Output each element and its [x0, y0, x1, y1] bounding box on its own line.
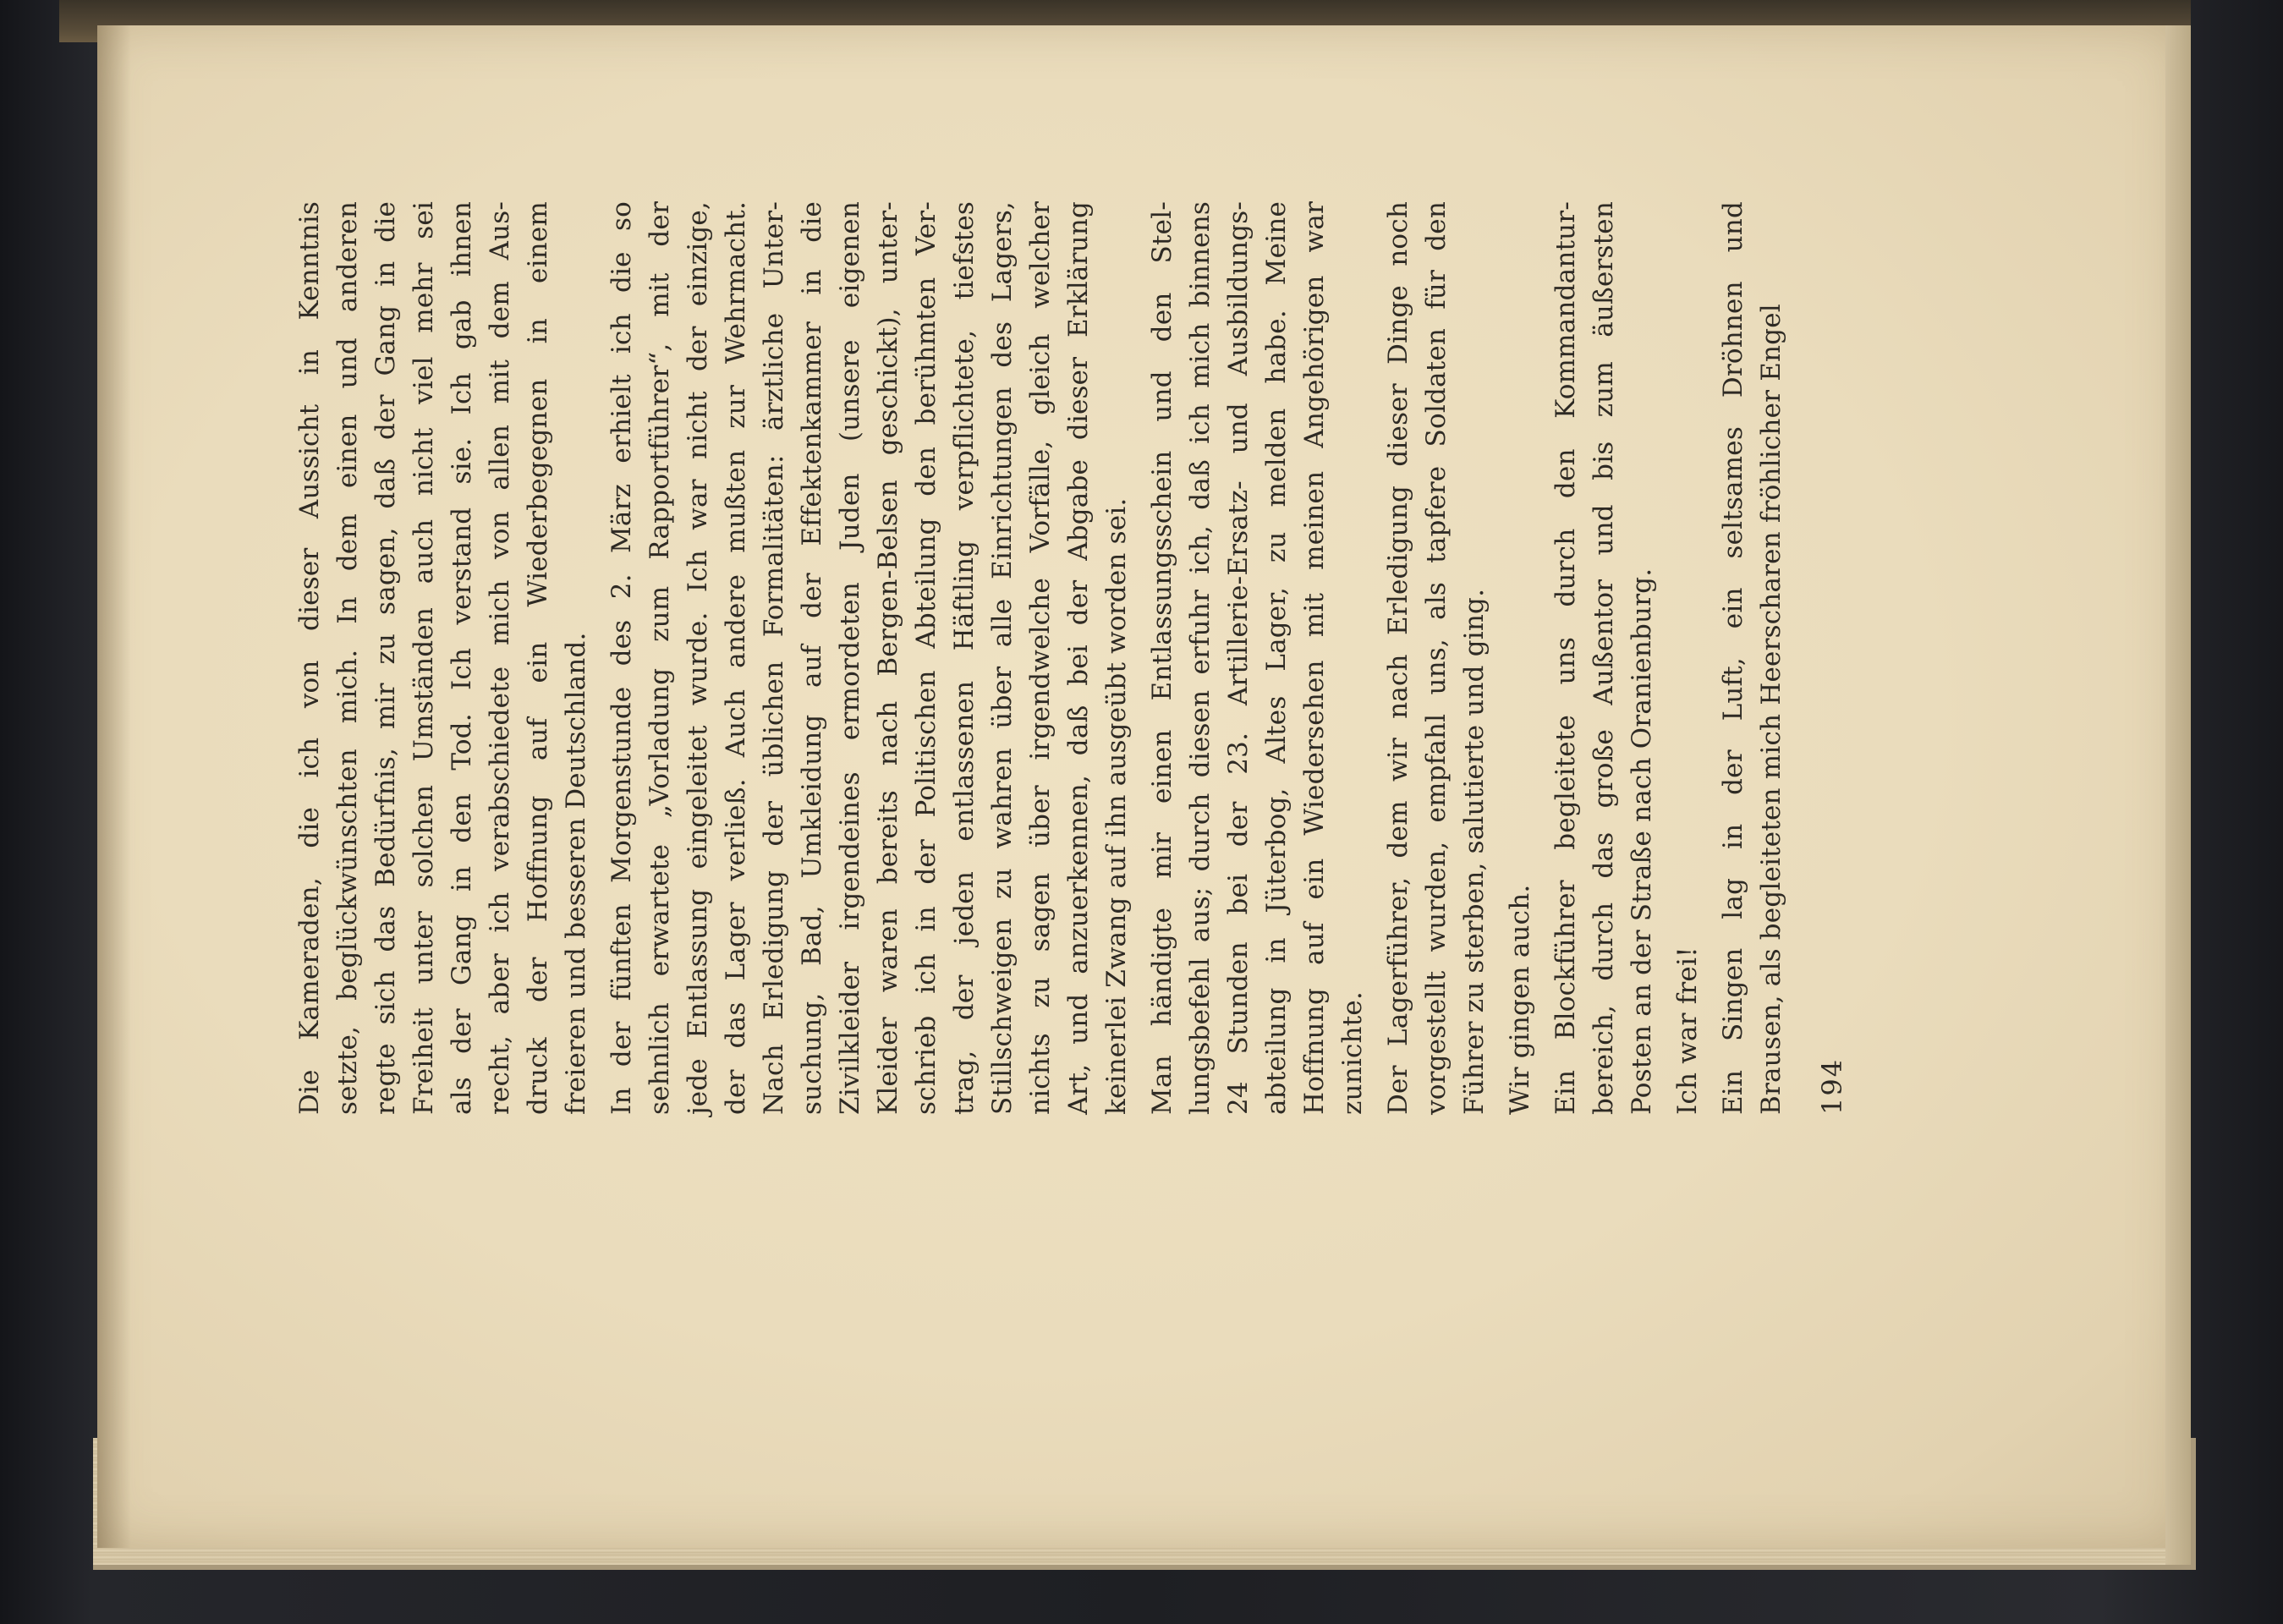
text-line: druck der Hoffnung auf ein Wiederbegegnen in einem: [523, 201, 553, 1115]
text-line: Führer zu sterben, salutierte und ging.: [1459, 588, 1490, 1115]
paragraph: [1144, 201, 1372, 1115]
text-line: Ein Singen lag in der Luft, ein seltsames Dröhnen und: [1718, 201, 1748, 1115]
text-line: Wir gingen auch.: [1505, 884, 1535, 1115]
text-line: der das Lager verließ. Auch andere mußten zur Wehrmacht.: [721, 201, 751, 1115]
text-line: vorgestellt wurden, empfahl uns, als tapfere Soldaten für den: [1421, 201, 1452, 1115]
text-line: Ich war frei!: [1672, 946, 1703, 1115]
text-line: bereich, durch das große Außentor und bis zum äußersten: [1589, 201, 1619, 1115]
body-text: [291, 201, 1791, 1115]
text-line: Posten an der Straße nach Oranienburg.: [1627, 568, 1657, 1115]
text-line: nichts zu sagen über irgendwelche Vorfälle, gleich welcher: [1025, 201, 1056, 1115]
text-line: lungsbefehl aus; durch diesen erfuhr ich, daß ich mich binnens: [1185, 201, 1216, 1115]
text-line: freieren und besseren Deutschland.: [561, 632, 591, 1115]
text-line: Hoffnung auf ein Wiedersehen mit meinen Angehörigen war: [1299, 201, 1330, 1115]
text-line: Man händigte mir einen Entlassungsschein und den Stel-: [1147, 201, 1177, 1115]
text-line: setzte, beglückwünschten mich. In dem einen und anderen: [332, 201, 363, 1115]
paragraph: [291, 201, 595, 1115]
text-line: Die Kameraden, die ich von dieser Aussicht in Kenntnis: [294, 201, 325, 1115]
text-line: keinerlei Zwang auf ihn ausgeübt worden sei.: [1101, 497, 1132, 1115]
text-line: recht, aber ich verabschiedete mich von allen mit dem Aus-: [485, 201, 515, 1115]
paragraph: [1380, 201, 1494, 1115]
text-line: Zivilkleider irgendeines ermordeten Juden (unsere eigenen: [835, 201, 865, 1115]
paragraph: [1501, 201, 1539, 1115]
text-line: Nach Erledigung der üblichen Formalitäten: ärztliche Unter-: [759, 201, 789, 1115]
text-line: sehnlich erwartete „Vorladung zum Rapportführer“, mit der: [645, 201, 675, 1115]
page-fore-edge: [2165, 25, 2191, 1565]
text-line: regte sich das Bedürfnis, mir zu sagen, daß der Gang in die: [370, 201, 401, 1115]
text-line: jede Entlassung eingeleitet wurde. Ich war nicht der einzige,: [683, 201, 713, 1115]
page-text-area: [291, 201, 1848, 1115]
paragraph: [1547, 201, 1661, 1115]
text-line: schrieb ich in der Politischen Abteilung den berühmten Ver-: [911, 201, 941, 1115]
text-line: Der Lagerführer, dem wir nach Erledigung dieser Dinge noch: [1383, 201, 1413, 1115]
text-line: Art, und anzuerkennen, daß bei der Abgabe dieser Erklärung: [1063, 201, 1094, 1115]
text-line: abteilung in Jüterbog, Altes Lager, zu melden habe. Meine: [1261, 201, 1292, 1115]
text-line: Kleider waren bereits nach Bergen-Belsen geschickt), unter-: [873, 201, 903, 1115]
text-line: 24 Stunden bei der 23. Artillerie-Ersatz- und Ausbildungs-: [1223, 201, 1254, 1115]
paragraph: [1669, 201, 1707, 1115]
paragraph: [1715, 201, 1791, 1115]
text-line: zunichte.: [1337, 991, 1368, 1115]
text-line: als der Gang in den Tod. Ich verstand sie. Ich gab ihnen: [447, 201, 477, 1115]
paragraph: [603, 201, 1136, 1115]
text-line: trag, der jeden entlassenen Häftling verpflichtete, tiefstes: [949, 201, 980, 1115]
gutter-shadow: [97, 25, 131, 1548]
text-line: Freiheit unter solchen Umständen auch nicht viel mehr sei: [409, 201, 439, 1115]
text-line: In der fünften Morgenstunde des 2. März erhielt ich die so: [606, 201, 637, 1115]
text-line: Ein Blockführer begleitete uns durch den Kommandantur-: [1550, 201, 1581, 1115]
text-line: Stillschweigen zu wahren über alle Einrichtungen des Lagers,: [987, 201, 1018, 1115]
page-number: 194: [1816, 1057, 1848, 1115]
text-line: Brausen, als begleiteten mich Heerscharen fröhlicher Engel: [1756, 304, 1786, 1115]
text-line: suchung, Bad, Umkleidung auf der Effektenkammer in die: [797, 201, 827, 1115]
